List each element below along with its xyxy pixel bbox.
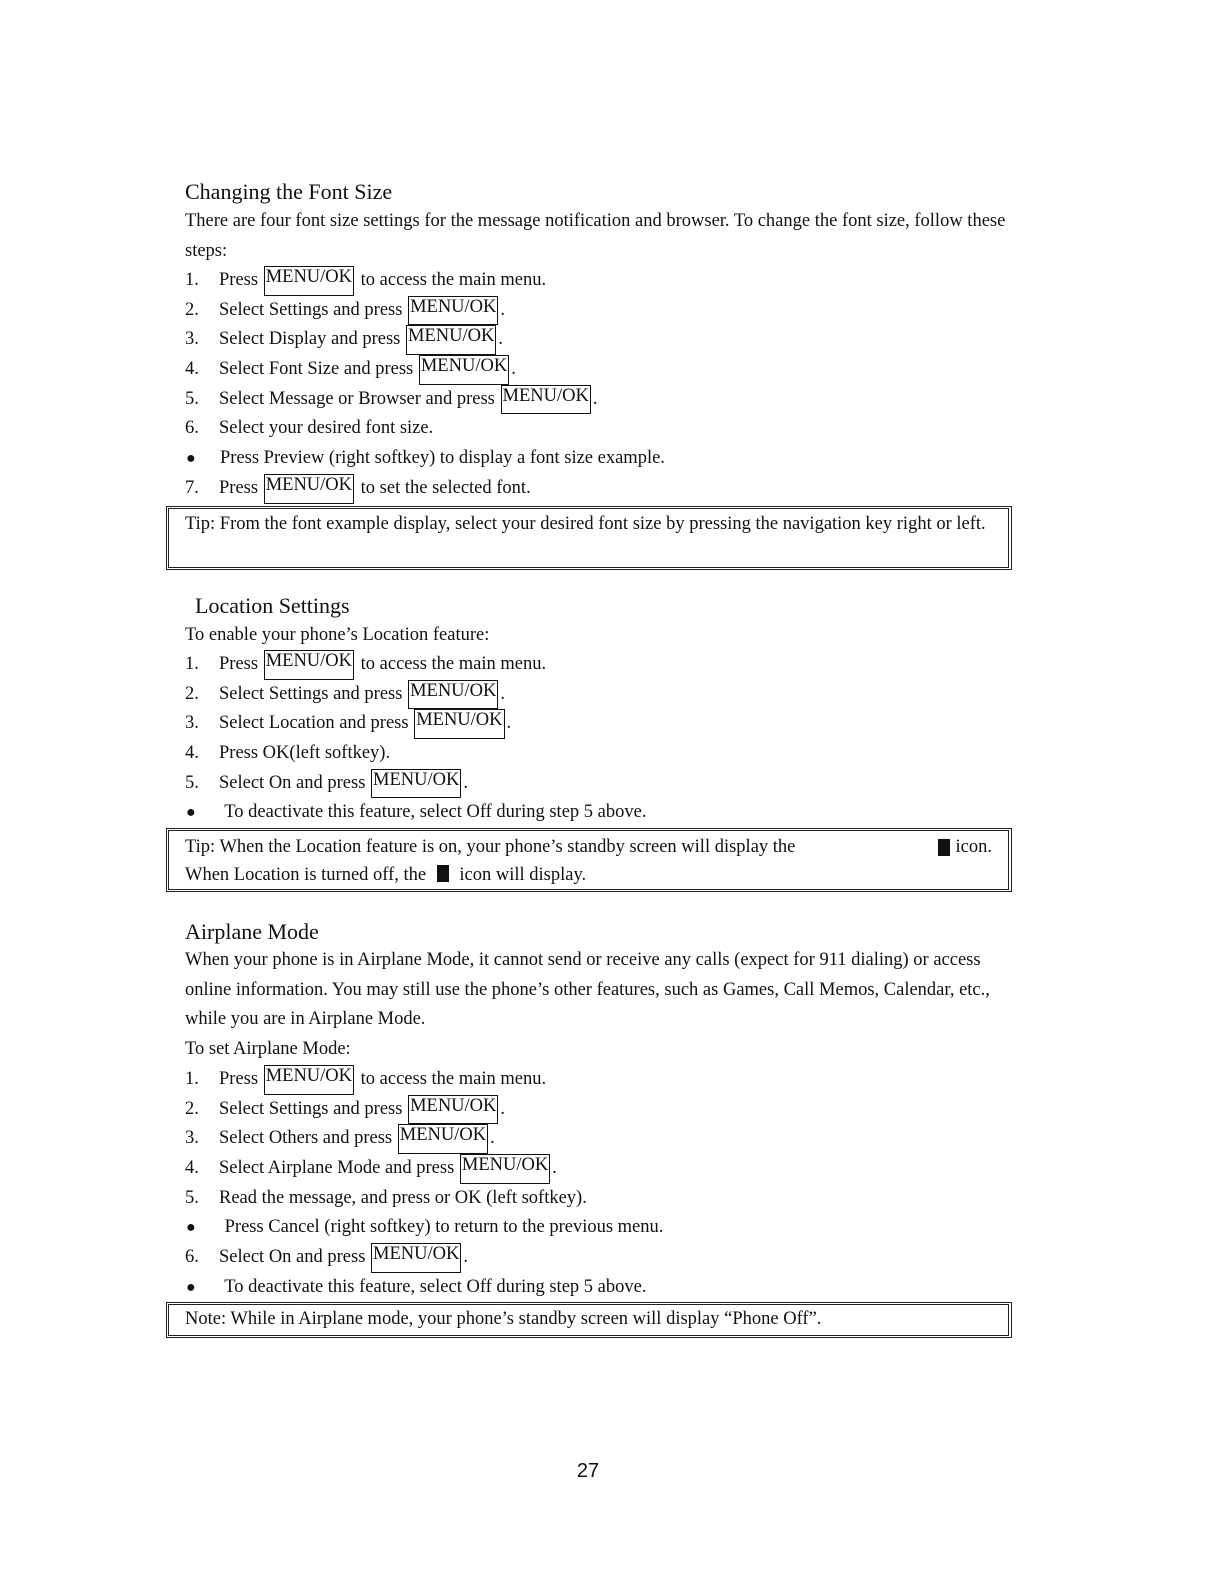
menu-ok-key: MENU/OK xyxy=(371,1243,461,1273)
step-text: Select Location and press xyxy=(219,713,414,734)
step-number: 4. xyxy=(185,743,199,764)
step-item xyxy=(185,650,1015,680)
step-item xyxy=(185,1095,1015,1125)
location-tip-text-1: Tip: When the Location feature is on, your phone’s standby screen will display the xyxy=(185,837,796,857)
location-on-icon xyxy=(938,839,950,856)
bullet-marker: ● xyxy=(186,1219,196,1237)
menu-ok-key: MENU/OK xyxy=(414,709,504,739)
step-number: 6. xyxy=(185,1247,199,1268)
step-text-after: to set the selected font. xyxy=(356,477,531,498)
menu-ok-key: MENU/OK xyxy=(501,385,591,415)
step-number: 1. xyxy=(185,1069,199,1089)
step-item xyxy=(185,709,1015,739)
step-item xyxy=(185,739,1015,769)
step-number: 5. xyxy=(185,388,199,409)
menu-ok-key: MENU/OK xyxy=(264,266,354,296)
step-item xyxy=(185,1273,1015,1303)
step-item xyxy=(185,769,1015,799)
step-item xyxy=(185,385,1015,415)
step-item xyxy=(185,355,1015,385)
heading-location-settings: Location Settings xyxy=(195,593,350,618)
step-number: 5. xyxy=(185,1187,199,1208)
step-text: To deactivate this feature, select Off during step 5 above. xyxy=(220,802,647,823)
step-number: 1. xyxy=(185,654,199,674)
font-size-tip: Tip: From the font example display, select your desired font size by pressing the navigation key right or left. xyxy=(166,506,1012,570)
step-text: Select Display and press xyxy=(219,329,405,350)
location-tip-text-2: icon. xyxy=(955,837,992,857)
step-text-after: . xyxy=(592,388,598,409)
step-text: Press Cancel (right softkey) to return to the previous menu. xyxy=(220,1217,664,1238)
step-text: Press xyxy=(219,270,263,290)
step-text: Select On and press xyxy=(219,772,371,793)
step-item xyxy=(185,798,1015,828)
step-item xyxy=(185,474,1015,504)
step-text: To deactivate this feature, select Off during step 5 above. xyxy=(220,1276,647,1297)
menu-ok-key: MENU/OK xyxy=(460,1154,550,1184)
step-number: 2. xyxy=(185,1098,199,1119)
step-number: 7. xyxy=(185,477,199,498)
menu-ok-key: MENU/OK xyxy=(371,769,461,799)
step-text: Select Settings and press xyxy=(219,1098,408,1119)
step-text-after: . xyxy=(500,299,506,320)
step-number: 2. xyxy=(185,683,199,704)
menu-ok-key: MENU/OK xyxy=(264,650,354,680)
step-number: 1. xyxy=(185,270,199,290)
step-item xyxy=(185,1184,1015,1214)
page-number: 27 xyxy=(576,1460,600,1482)
step-number: 3. xyxy=(185,329,199,350)
step-item xyxy=(185,1124,1015,1154)
step-text-after: . xyxy=(463,1247,469,1268)
airplane-note: Note: While in Airplane mode, your phone’s standby screen will display “Phone Off”. xyxy=(166,1302,1012,1338)
heading-airplane-mode: Airplane Mode xyxy=(185,919,319,944)
step-number: 3. xyxy=(185,713,199,734)
airplane-intro: When your phone is in Airplane Mode, it cannot send or receive any calls (expect for 911 dialing) or access online information. You may still use the phone’s other features, such as Games, Call Memos, Calendar, etc., while you are in Airplane Mode. xyxy=(185,950,990,1030)
step-text: Select Message or Browser and press xyxy=(219,388,500,409)
font-size-intro: There are four font size settings for the message notification and browser. To change the font size, follow these steps: xyxy=(185,211,1006,261)
airplane-steps xyxy=(185,1065,1015,1303)
step-text: Press xyxy=(219,654,263,674)
step-text: Press xyxy=(219,1069,263,1089)
location-tip xyxy=(166,828,1012,892)
step-item xyxy=(185,266,1015,296)
step-number: 3. xyxy=(185,1128,199,1149)
step-text: Select Others and press xyxy=(219,1128,397,1149)
step-text: Select your desired font size. xyxy=(219,418,434,439)
menu-ok-key: MENU/OK xyxy=(406,325,496,355)
step-text-after: . xyxy=(500,1098,506,1119)
step-number: 4. xyxy=(185,1158,199,1179)
step-text-after: to access the main menu. xyxy=(356,654,547,674)
step-item xyxy=(185,1065,1015,1095)
menu-ok-key: MENU/OK xyxy=(398,1124,488,1154)
step-item xyxy=(185,1213,1015,1243)
step-number: 5. xyxy=(185,772,199,793)
step-text: Press OK(left softkey). xyxy=(219,743,391,764)
step-item xyxy=(185,296,1015,326)
step-text: Select Settings and press xyxy=(219,299,408,320)
menu-ok-key: MENU/OK xyxy=(264,1065,354,1095)
step-item xyxy=(185,1154,1015,1184)
menu-ok-key: MENU/OK xyxy=(419,355,509,385)
step-text-after: . xyxy=(500,683,506,704)
step-number: 2. xyxy=(185,299,199,320)
step-item xyxy=(185,444,1015,474)
step-text: Press xyxy=(219,477,263,498)
step-text: Select Airplane Mode and press xyxy=(219,1158,459,1179)
step-text-after: . xyxy=(490,1128,495,1149)
bullet-marker: ● xyxy=(186,450,196,468)
menu-ok-key: MENU/OK xyxy=(264,474,354,504)
location-off-icon xyxy=(437,865,449,882)
location-tip-text-4: icon will display. xyxy=(459,865,587,885)
step-text-after: . xyxy=(506,713,512,734)
airplane-intro-2: To set Airplane Mode: xyxy=(185,1039,351,1059)
step-text-after: to access the main menu. xyxy=(356,270,547,290)
step-item xyxy=(185,325,1015,355)
step-text: Select Settings and press xyxy=(219,683,408,704)
location-intro: To enable your phone’s Location feature: xyxy=(185,625,490,645)
menu-ok-key: MENU/OK xyxy=(408,680,498,710)
step-text: Press Preview (right softkey) to display a font size example. xyxy=(220,448,665,469)
step-text: Select On and press xyxy=(219,1247,371,1268)
font-size-steps xyxy=(185,266,1015,504)
location-steps xyxy=(185,650,1015,828)
step-text-after: . xyxy=(552,1158,557,1179)
step-text: Read the message, and press or OK (left softkey). xyxy=(219,1187,587,1208)
step-item xyxy=(185,414,1015,444)
step-text-after: to access the main menu. xyxy=(356,1069,547,1089)
step-number: 4. xyxy=(185,359,199,380)
location-tip-text-3: When Location is turned off, the xyxy=(185,865,427,885)
step-text-after: . xyxy=(498,329,503,350)
step-text-after: . xyxy=(463,772,469,793)
menu-ok-key: MENU/OK xyxy=(408,1095,498,1125)
step-text: Select Font Size and press xyxy=(219,359,418,380)
step-item xyxy=(185,680,1015,710)
bullet-marker: ● xyxy=(186,1278,196,1296)
step-number: 6. xyxy=(185,418,199,439)
menu-ok-key: MENU/OK xyxy=(408,296,498,326)
step-item xyxy=(185,1243,1015,1273)
heading-font-size: Changing the Font Size xyxy=(185,179,393,204)
step-text-after: . xyxy=(511,359,516,380)
bullet-marker: ● xyxy=(186,804,196,822)
